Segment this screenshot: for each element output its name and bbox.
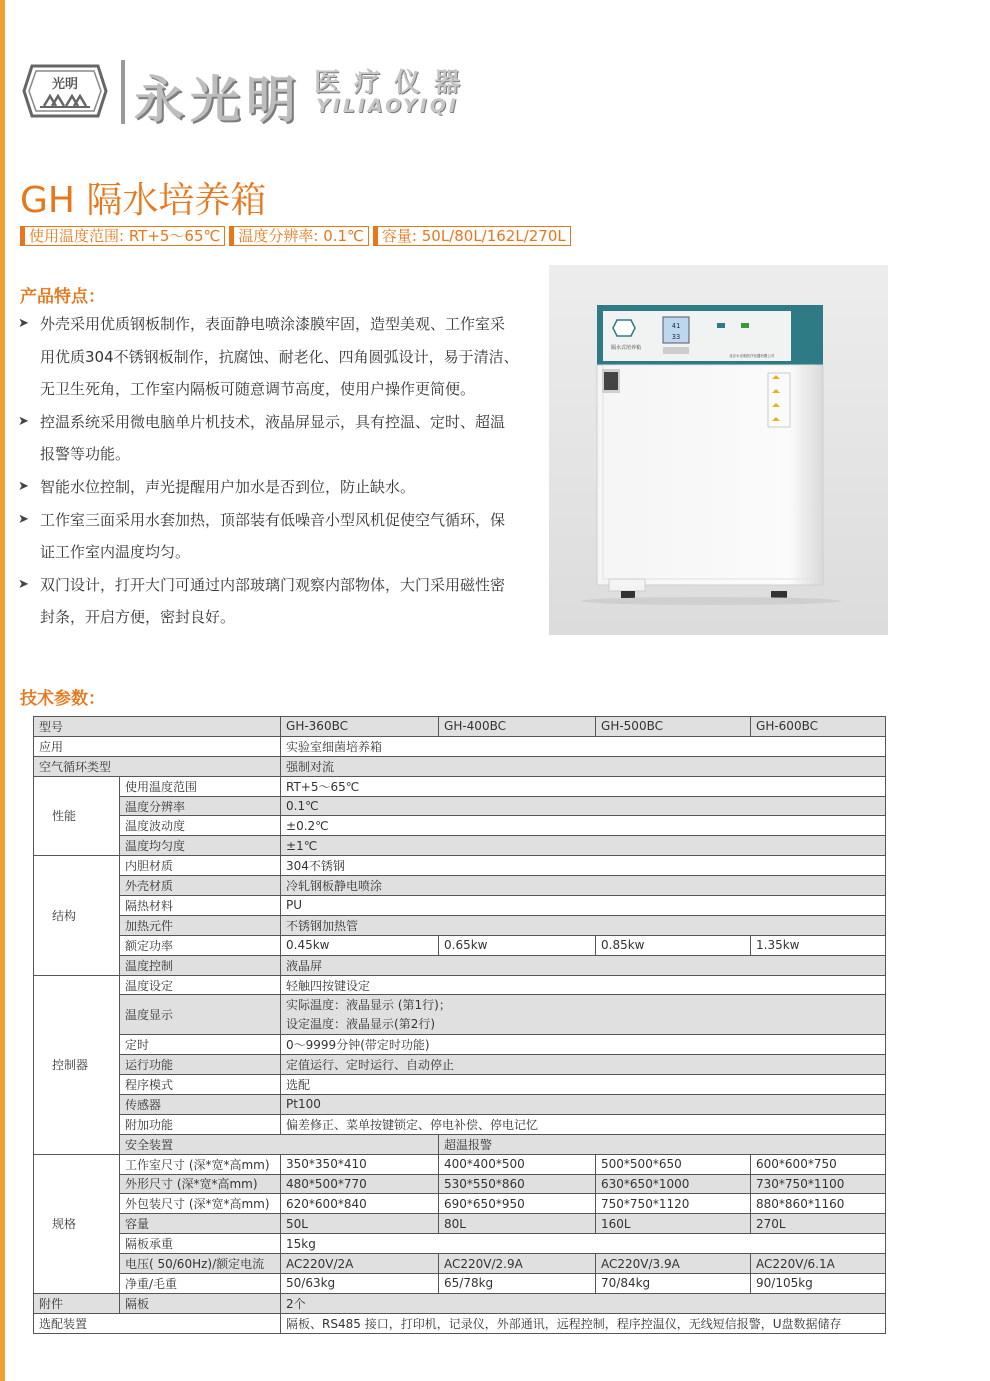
incubator-image [549, 265, 888, 635]
table-cell: 容量 [120, 1214, 281, 1234]
params-table [33, 716, 886, 1334]
feature-item [18, 308, 538, 406]
display-line-1: 实际温度：液晶显示 (第1行)； [286, 997, 451, 1012]
table-cell: 强制对流 [281, 756, 886, 776]
table-cell: 50L [281, 1214, 439, 1234]
table-cell: 480*500*770 [281, 1174, 439, 1194]
feature-line: 用优质304不锈钢板制作，抗腐蚀、耐老化、四角圆弧设计，易于清洁、 [40, 347, 519, 366]
device-panel-label: 隔水式培养箱 [611, 345, 642, 351]
table-cell: 超温报警 [439, 1134, 886, 1154]
feature-line: 双门设计，打开大门可通过内部玻璃门观察内部物体，大门采用磁性密 [40, 575, 506, 594]
table-row [34, 1234, 886, 1254]
table-category: 性能 [34, 776, 120, 856]
table-cell: PU [281, 896, 886, 916]
table-cell: 加热元件 [120, 915, 281, 935]
table-cell: 液晶屏 [281, 955, 886, 975]
table-row [34, 1134, 886, 1154]
feature-list [18, 308, 538, 634]
table-cell: 内胆材质 [120, 856, 281, 876]
table-cell: 运行功能 [120, 1055, 281, 1075]
table-cell: 附件 [34, 1293, 120, 1313]
table-category: 结构 [34, 856, 120, 975]
table-cell: 500*500*650 [596, 1154, 751, 1174]
table-row [34, 776, 886, 796]
brand-emblem-icon [22, 62, 108, 120]
table-row [34, 1114, 886, 1134]
table-cell: GH-600BC [751, 717, 886, 737]
arrow-icon: ➤ [18, 478, 29, 494]
feature-item [18, 471, 538, 504]
table-cell: GH-500BC [596, 717, 751, 737]
feature-line: 证工作室内温度均匀。 [40, 543, 191, 562]
table-row [34, 816, 886, 836]
table-category: 控制器 [34, 975, 120, 1154]
table-row [34, 736, 886, 756]
table-cell: 隔热材料 [120, 896, 281, 916]
table-cell [281, 995, 886, 1035]
table-cell: 温度分辨率 [120, 796, 281, 816]
table-cell: 0.65kw [439, 935, 596, 955]
spec-temp-range: 使用温度范围: RT+5～65℃ [20, 226, 225, 246]
table-cell: 350*350*410 [281, 1154, 439, 1174]
table-cell: 程序模式 [120, 1075, 281, 1095]
table-cell: 安全装置 [120, 1134, 439, 1154]
table-cell: 选配装置 [34, 1313, 281, 1333]
product-photo [549, 265, 888, 635]
table-cell: ±0.2℃ [281, 816, 886, 836]
table-cell: 隔板承重 [120, 1234, 281, 1254]
table-cell: 0.85kw [596, 935, 751, 955]
table-cell: 65/78kg [439, 1273, 596, 1293]
table-row [34, 1075, 886, 1095]
table-cell: GH-360BC [281, 717, 439, 737]
table-row [34, 935, 886, 955]
table-cell: Pt100 [281, 1094, 886, 1114]
table-row [34, 1055, 886, 1075]
table-cell: 0.45kw [281, 935, 439, 955]
table-cell: 偏差修正、菜单按键锁定、停电补偿、停电记忆 [281, 1114, 886, 1134]
table-cell: 选配 [281, 1075, 886, 1095]
feature-line: 智能水位控制，声光提醒用户加水是否到位，防止缺水。 [40, 477, 416, 496]
table-row [34, 756, 886, 776]
table-cell: 轻触四按键设定 [281, 975, 886, 995]
feature-line: 控温系统采用微电脑单片机技术，液晶屏显示，具有控温、定时、超温 [40, 412, 506, 431]
table-row [34, 1254, 886, 1274]
feature-item [18, 406, 538, 471]
table-cell: 冷轧钢板静电喷涂 [281, 876, 886, 896]
table-row [34, 1154, 886, 1174]
table-row [34, 915, 886, 935]
table-row [34, 995, 886, 1035]
table-row [34, 1313, 886, 1333]
feature-line: 报警等功能。 [40, 445, 131, 464]
table-cell: 外包装尺寸 (深*宽*高mm) [120, 1194, 281, 1214]
arrow-icon: ➤ [18, 413, 29, 429]
table-cell: 630*650*1000 [596, 1174, 751, 1194]
spec-summary [20, 226, 571, 246]
spec-capacity: 容量: 50L/80L/162L/270L [373, 226, 571, 246]
table-cell: 620*600*840 [281, 1194, 439, 1214]
table-cell: 定值运行、定时运行、自动停止 [281, 1055, 886, 1075]
table-cell: AC220V/3.9A [596, 1254, 751, 1274]
product-title: GH 隔水培养箱 [20, 180, 267, 221]
table-cell: 600*600*750 [751, 1154, 886, 1174]
table-cell: 使用温度范围 [120, 776, 281, 796]
table-cell: 温度控制 [120, 955, 281, 975]
table-cell: 530*550*860 [439, 1174, 596, 1194]
table-cell: 实验室细菌培养箱 [281, 736, 886, 756]
table-cell: 2个 [281, 1293, 886, 1313]
table-cell: 传感器 [120, 1094, 281, 1114]
table-cell: 15kg [281, 1234, 886, 1254]
table-row [34, 836, 886, 856]
feature-line: 封条，开启方便，密封良好。 [40, 608, 236, 627]
table-cell: 额定功率 [120, 935, 281, 955]
table-cell: 净重/毛重 [120, 1273, 281, 1293]
table-cell: 270L [751, 1214, 886, 1234]
table-row [34, 975, 886, 995]
table-cell: 1.35kw [751, 935, 886, 955]
table-cell: 温度设定 [120, 975, 281, 995]
table-cell: 80L [439, 1214, 596, 1234]
table-row [34, 1214, 886, 1234]
table-row [34, 717, 886, 737]
table-cell: 定时 [120, 1035, 281, 1055]
device-display-bottom: 33 [671, 333, 681, 341]
table-cell: 400*400*500 [439, 1154, 596, 1174]
table-cell: 880*860*1160 [751, 1194, 886, 1214]
table-row [34, 1035, 886, 1055]
table-cell: 隔板 [120, 1293, 281, 1313]
table-row [34, 1094, 886, 1114]
feature-line: 工作室三面采用水套加热，顶部装有低噪音小型风机促使空气循环，保 [40, 510, 506, 529]
table-cell: AC220V/6.1A [751, 1254, 886, 1274]
spec-resolution: 温度分辨率: 0.1℃ [229, 226, 369, 246]
table-cell: 型号 [34, 717, 281, 737]
table-cell: 50/63kg [281, 1273, 439, 1293]
arrow-icon: ➤ [18, 576, 29, 592]
display-line-2: 设定温度：液晶显示(第2行) [286, 1016, 436, 1031]
table-row [34, 856, 886, 876]
table-cell: 附加功能 [120, 1114, 281, 1134]
table-cell: 工作室尺寸 (深*宽*高mm) [120, 1154, 281, 1174]
table-cell: 温度波动度 [120, 816, 281, 836]
table-cell: 160L [596, 1214, 751, 1234]
features-title: 产品特点： [20, 287, 105, 307]
feature-item [18, 504, 538, 569]
device-company-line: 北京永光明医疗仪器有限公司 [729, 354, 775, 358]
table-cell: 70/84kg [596, 1273, 751, 1293]
params-title: 技术参数： [20, 689, 105, 709]
table-row [34, 1293, 886, 1313]
table-row [34, 1273, 886, 1293]
table-cell: 温度显示 [120, 995, 281, 1035]
table-cell: 应用 [34, 736, 281, 756]
table-cell: 外形尺寸 (深*宽*高mm) [120, 1174, 281, 1194]
arrow-icon: ➤ [18, 316, 29, 331]
table-cell: 690*650*950 [439, 1194, 596, 1214]
table-cell: 304不锈钢 [281, 856, 886, 876]
brand-subtitle-cn: 医疗仪器 [314, 68, 475, 98]
logo-separator [121, 60, 125, 124]
emblem-text: 光明 [51, 77, 79, 92]
feature-item [18, 569, 538, 634]
table-cell: 730*750*1100 [751, 1174, 886, 1194]
table-row [34, 1174, 886, 1194]
table-cell: ±1℃ [281, 836, 886, 856]
table-row [34, 796, 886, 816]
left-accent-bar [0, 0, 5, 1381]
table-cell: RT+5～65℃ [281, 776, 886, 796]
table-cell: 空气循环类型 [34, 756, 281, 776]
table-cell: AC220V/2.9A [439, 1254, 596, 1274]
table-cell: 750*750*1120 [596, 1194, 751, 1214]
brand-subtitle-en: YILIAOYIQI [316, 95, 459, 117]
table-cell: 0.1℃ [281, 796, 886, 816]
table-row [34, 1194, 886, 1214]
brand-name: 永光明 [134, 71, 302, 129]
table-cell: GH-400BC [439, 717, 596, 737]
table-cell: 外壳材质 [120, 876, 281, 896]
table-cell: 90/105kg [751, 1273, 886, 1293]
table-cell: 不锈钢加热管 [281, 915, 886, 935]
table-category: 规格 [34, 1154, 120, 1293]
table-cell: 温度均匀度 [120, 836, 281, 856]
table-cell: 隔板、RS485 接口，打印机，记录仪，外部通讯，远程控制，程序控温仪，无线短信报警，U盘数据储存 [281, 1313, 886, 1333]
feature-line: 外壳采用优质钢板制作，表面静电喷涂漆膜牢固，造型美观、工作室采 [40, 315, 506, 333]
table-cell: 0～9999分钟(带定时功能) [281, 1035, 886, 1055]
table-row [34, 876, 886, 896]
feature-line: 无卫生死角，工作室内隔板可随意调节高度，使用户操作更简便。 [40, 380, 476, 399]
table-row [34, 896, 886, 916]
table-cell: AC220V/2A [281, 1254, 439, 1274]
table-cell: 电压( 50/60Hz)/额定电流 [120, 1254, 281, 1274]
table-row [34, 955, 886, 975]
arrow-icon: ➤ [18, 511, 29, 527]
device-display-top: 41 [671, 322, 681, 330]
